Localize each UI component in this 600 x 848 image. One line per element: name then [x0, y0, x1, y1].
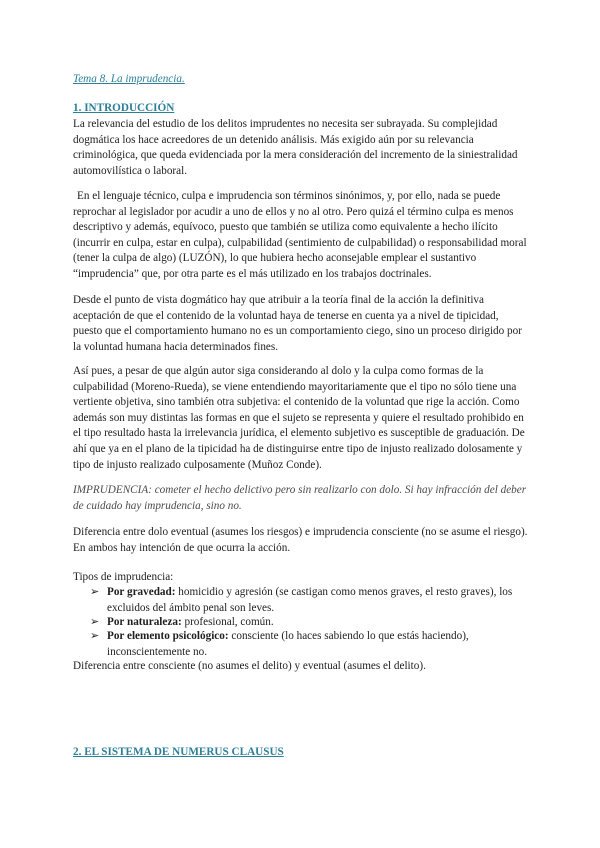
paragraph-4: Así pues, a pesar de que algún autor siga considerando al dolo y la culpa como formas de la culpabilidad (Moreno-Rueda), se viene entendiendo mayoritariamente que el tipo no sólo tiene una vertiente objetiva, sino también otra subjetiva: el contenido de la voluntad que rige la acción. Como además son muy distintas las formas en que el sujeto se representa y quiere el resultado prohibido en el tipo resultado hasta la irrelevancia jurídica, el elemento subjetivo es susceptible de graduación. De ahí que ya en el plano de la tipicidad ha de distinguirse entre tipo de injusto realizado dolosamente y tipo de injusto realizado culposamente (Muñoz Conde). [73, 365, 525, 471]
definition-imprudencia: IMPRUDENCIA: cometer el hecho delictivo pero sin realizarlo con dolo. Si hay infracción del deber de cuidado hay imprudencia, sino no. [73, 484, 527, 512]
list-item-text [107, 629, 527, 660]
arrow-bullet-icon: ➢ [90, 616, 100, 628]
section-1-heading: 1. INTRODUCCIÓN [73, 102, 175, 114]
list-item-description: consciente (lo haces sabiendo lo que estás haciendo), inconscientemente no. [107, 630, 469, 658]
list-item-term: Por gravedad: [107, 586, 176, 598]
section-2-heading: 2. EL SISTEMA DE NUMERUS CLAUSUS [73, 746, 284, 758]
arrow-bullet-icon: ➢ [90, 630, 100, 642]
list-item-description: profesional, común. [181, 616, 274, 628]
list-item-term: Por elemento psicológico: [107, 630, 229, 642]
arrow-bullet-icon: ➢ [90, 586, 100, 598]
list-item-term: Por naturaleza: [107, 616, 182, 628]
topic-title: Tema 8. La imprudencia. [73, 73, 185, 85]
types-intro: Tipos de imprudencia: [73, 571, 174, 583]
paragraph-3: Desde el punto de vista dogmático hay que atribuir a la teoría final de la acción la definitiva aceptación de que el contenido de la voluntad haya de tenerse en cuenta ya a nivel de tipicidad, puesto que el comportamiento humano no es un comportamiento ciego, sino un proceso dirigido por la voluntad humana hacia determinados fines. [73, 294, 522, 353]
paragraph-5: Diferencia entre dolo eventual (asumes los riesgos) e imprudencia consciente (no se asume el riesgo). En ambos hay intención de que ocurra la acción. [73, 526, 528, 554]
paragraph-1: La relevancia del estudio de los delitos imprudentes no necesita ser subrayada. Su complejidad dogmática los hace acreedores de un detenido análisis. Más exigido aún por su relevancia criminológica, que queda evidenciada por la mera consideración del incremento de la siniestralidad automovilística o laboral. [73, 118, 518, 177]
list-item-text [107, 585, 527, 616]
paragraph-6: Diferencia entre consciente (no asumes el delito) y eventual (asumes el delito). [73, 660, 426, 672]
paragraph-2: En el lenguaje técnico, culpa e imprudencia son términos sinónimos, y, por ello, nada se puede reprochar al legislador por acudir a uno de ellos y no al otro. Pero quizá el término culpa es menos descriptivo y además, equívoco, puesto que también se utiliza como equivalente a hecho ilícito (incurrir en culpa, estar en culpa), culpabilidad (sentimiento de culpabilidad) o responsabilidad moral (tener la culpa de algo) (LUZÓN), lo que hubiera hecho aconsejable emplear el sustantivo “imprudencia” que, por otra parte es el más utilizado en los trabajos doctrinales. [73, 190, 527, 280]
list-item-description: homicidio y agresión (se castigan como menos graves, el resto graves), los excluidos del ámbito penal son leves. [107, 586, 513, 614]
